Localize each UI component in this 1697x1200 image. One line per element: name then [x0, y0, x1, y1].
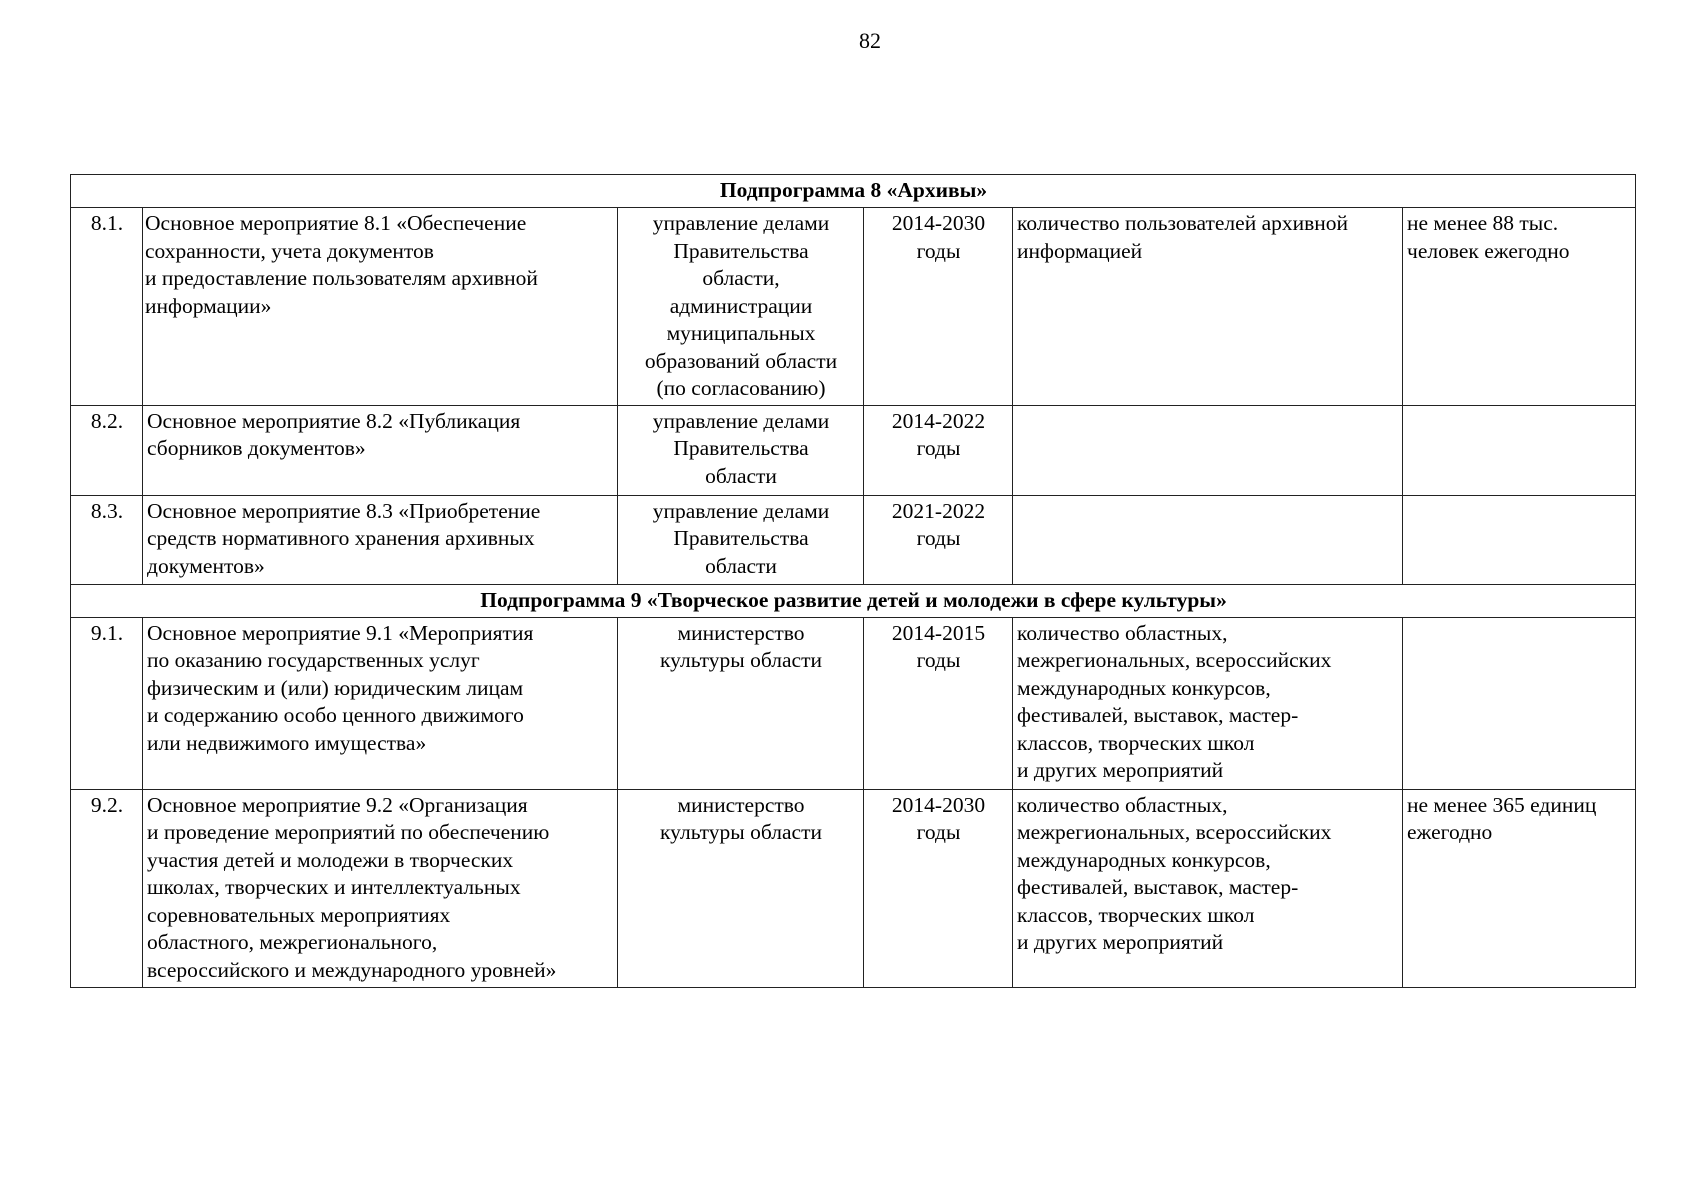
- responsible-executor: [618, 405, 864, 495]
- responsible-executor-line: управление делами: [652, 498, 830, 523]
- indicator-name-line: фестивалей, выставок, мастер-: [1017, 875, 1299, 899]
- table-row: [71, 405, 1636, 495]
- implementation-period-line: 2014-2015: [891, 620, 986, 645]
- target-value-line: ежегодно: [1407, 820, 1493, 844]
- target-value-line: человек ежегодно: [1407, 238, 1570, 263]
- indicator-name: [1013, 617, 1403, 789]
- indicator-name-line: межрегиональных, всероссийских: [1017, 648, 1332, 672]
- indicator-name-line: и других мероприятий: [1017, 930, 1224, 954]
- row-number: 8.3.: [71, 495, 143, 584]
- indicator-name-line: международных конкурсов,: [1017, 847, 1271, 872]
- measure-description: [143, 405, 618, 495]
- table-row: [71, 789, 1636, 987]
- measure-description-line: школах, творческих и интеллектуальных: [147, 875, 521, 899]
- section-title: Подпрограмма 9 «Творческое развитие детей и молодежи в сфере культуры»: [71, 584, 1636, 617]
- measure-description-line: средств нормативного хранения архивных: [147, 526, 535, 550]
- indicator-name-line: международных конкурсов,: [1017, 675, 1271, 700]
- implementation-period: [864, 617, 1013, 789]
- measure-description-line: всероссийского и международного уровней»: [147, 957, 557, 982]
- responsible-executor-line: администрации: [669, 293, 813, 318]
- target-value: [1403, 617, 1636, 789]
- target-value-line: не менее 365 единиц: [1407, 792, 1597, 817]
- indicator-name-line: и других мероприятий: [1017, 758, 1224, 782]
- implementation-period-line: 2014-2022: [891, 408, 986, 433]
- measure-description-line: сохранности, учета документов: [145, 238, 434, 263]
- measure-description: [143, 208, 618, 406]
- row-number: 8.1.: [71, 208, 143, 406]
- implementation-period: [864, 405, 1013, 495]
- section-title: Подпрограмма 8 «Архивы»: [71, 175, 1636, 208]
- measure-description-line: и содержанию особо ценного движимого: [147, 703, 524, 727]
- measure-description-line: Основное мероприятие 9.1 «Мероприятия: [147, 620, 534, 645]
- measure-description-line: и предоставление пользователям архивной: [145, 266, 538, 290]
- row-number: 9.1.: [71, 617, 143, 789]
- indicator-name-line: классов, творческих школ: [1017, 902, 1255, 927]
- measure-description-line: Основное мероприятие 8.3 «Приобретение: [147, 498, 541, 523]
- indicator-name-line: количество областных,: [1017, 792, 1228, 817]
- measure-description-line: областного, межрегионального,: [147, 930, 438, 954]
- measure-description-line: и проведение мероприятий по обеспечению: [147, 820, 550, 844]
- measure-description-line: сборников документов»: [147, 436, 366, 460]
- indicator-name-line: классов, творческих школ: [1017, 730, 1255, 755]
- indicator-name-line: информацией: [1017, 238, 1143, 263]
- measure-description-line: по оказанию государственных услуг: [147, 648, 480, 672]
- responsible-executor-line: управление делами: [652, 211, 830, 235]
- responsible-executor-line: культуры области: [660, 820, 822, 844]
- implementation-period-line: годы: [916, 526, 961, 550]
- responsible-executor-line: области: [705, 553, 777, 578]
- implementation-period-line: 2021-2022: [891, 498, 986, 523]
- implementation-period-line: 2014-2030: [891, 211, 986, 235]
- measure-description-line: Основное мероприятие 9.2 «Организация: [147, 792, 528, 817]
- implementation-period: [864, 208, 1013, 406]
- measure-description-line: Основное мероприятие 8.2 «Публикация: [147, 408, 521, 433]
- target-value: [1403, 208, 1636, 406]
- measure-description-line: информации»: [145, 293, 272, 318]
- target-value: [1403, 405, 1636, 495]
- implementation-period-line: годы: [916, 436, 961, 460]
- responsible-executor-line: министерство: [677, 792, 805, 817]
- responsible-executor-line: управление делами: [652, 408, 830, 433]
- row-number: 8.2.: [71, 405, 143, 495]
- indicator-name: [1013, 495, 1403, 584]
- responsible-executor-line: (по согласованию): [656, 376, 826, 400]
- target-value: [1403, 495, 1636, 584]
- responsible-executor-line: области,: [702, 266, 780, 290]
- indicator-name-line: количество пользователей архивной: [1017, 211, 1349, 235]
- indicator-name-line: количество областных,: [1017, 620, 1228, 645]
- measure-description: [143, 617, 618, 789]
- table-row: [71, 208, 1636, 406]
- responsible-executor: [618, 789, 864, 987]
- table-row: [71, 617, 1636, 789]
- measures-table: [70, 174, 1636, 988]
- responsible-executor-line: муниципальных: [666, 321, 816, 345]
- implementation-period-line: годы: [916, 820, 961, 844]
- target-value: [1403, 789, 1636, 987]
- implementation-period-line: 2014-2030: [891, 792, 986, 817]
- responsible-executor: [618, 617, 864, 789]
- section-header-row: [71, 175, 1636, 208]
- measure-description-line: физическим и (или) юридическим лицам: [147, 675, 524, 700]
- responsible-executor-line: Правительства: [673, 526, 809, 550]
- implementation-period-line: годы: [916, 648, 961, 672]
- implementation-period: [864, 495, 1013, 584]
- responsible-executor-line: министерство: [677, 620, 805, 645]
- measure-description-line: Основное мероприятие 8.1 «Обеспечение: [145, 211, 527, 235]
- responsible-executor: [618, 208, 864, 406]
- implementation-period-line: годы: [916, 238, 961, 263]
- measure-description: [143, 495, 618, 584]
- measure-description-line: документов»: [147, 553, 265, 578]
- row-number: 9.2.: [71, 789, 143, 987]
- measure-description-line: участия детей и молодежи в творческих: [147, 847, 514, 872]
- section-header-row: [71, 584, 1636, 617]
- target-value-line: не менее 88 тыс.: [1407, 211, 1559, 235]
- measure-description-line: соревновательных мероприятиях: [147, 902, 451, 927]
- table-row: [71, 495, 1636, 584]
- page-number: 82: [859, 28, 881, 53]
- measure-description-line: или недвижимого имущества»: [147, 730, 427, 755]
- indicator-name: [1013, 405, 1403, 495]
- responsible-executor: [618, 495, 864, 584]
- measure-description: [143, 789, 618, 987]
- indicator-name-line: фестивалей, выставок, мастер-: [1017, 703, 1299, 727]
- implementation-period: [864, 789, 1013, 987]
- responsible-executor-line: культуры области: [660, 648, 822, 672]
- indicator-name: [1013, 789, 1403, 987]
- indicator-name-line: межрегиональных, всероссийских: [1017, 820, 1332, 844]
- responsible-executor-line: образований области: [644, 348, 838, 373]
- indicator-name: [1013, 208, 1403, 406]
- responsible-executor-line: Правительства: [673, 238, 809, 263]
- responsible-executor-line: Правительства: [673, 436, 809, 460]
- responsible-executor-line: области: [705, 463, 777, 488]
